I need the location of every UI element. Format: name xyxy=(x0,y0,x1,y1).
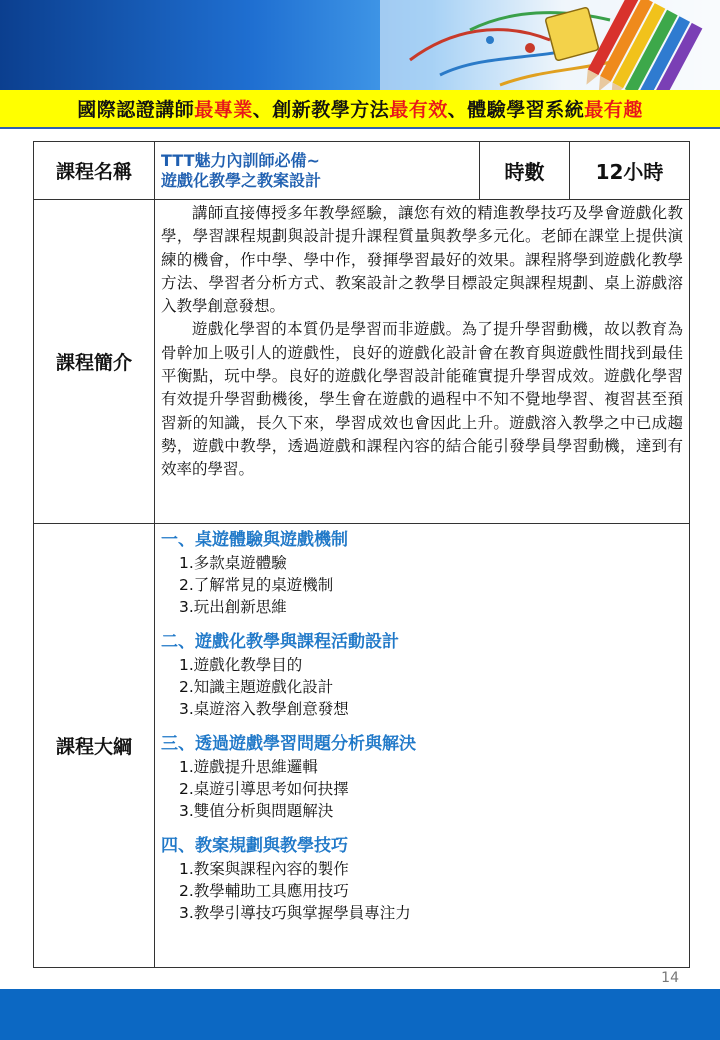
outline-section-title: 四、教案規劃與教學技巧 xyxy=(161,836,348,856)
banner-segment: 國際認證講師 xyxy=(77,99,195,121)
course-intro-label: 課程簡介 xyxy=(34,200,155,524)
hours-value: 12小時 xyxy=(570,142,690,200)
course-intro-text xyxy=(155,200,690,524)
outline-section-title: 三、透過遊戲學習問題分析與解決 xyxy=(161,734,416,754)
course-title-line2: 遊戲化教學之教案設計 xyxy=(161,170,322,190)
headline-banner xyxy=(0,90,720,129)
course-title xyxy=(155,142,480,200)
outline-item: 1.教案與課程內容的製作 xyxy=(179,860,349,878)
outline-item: 3.雙值分析與問題解決 xyxy=(179,802,334,820)
outline-item: 3.桌遊溶入教學創意發想 xyxy=(179,700,349,718)
outline-item: 2.桌遊引導思考如何抉擇 xyxy=(179,780,349,798)
outline-item: 1.遊戲提升思維邏輯 xyxy=(179,758,318,776)
outline-item: 1.多款桌遊體驗 xyxy=(179,554,287,572)
outline-item: 2.了解常見的桌遊機制 xyxy=(179,576,334,594)
outline-item: 3.教學引導技巧與掌握學員專注力 xyxy=(179,904,411,922)
outline-item: 1.遊戲化教學目的 xyxy=(179,656,303,674)
course-outline-label: 課程大綱 xyxy=(34,524,155,968)
outline-section xyxy=(161,834,683,924)
course-table xyxy=(33,141,690,968)
banner-highlight: 最有效 xyxy=(389,99,448,121)
course-outline xyxy=(155,524,690,968)
outline-item: 2.教學輔助工具應用技巧 xyxy=(179,882,349,900)
banner-segment: 、創新教學方法 xyxy=(252,99,390,121)
banner-segment: 、體驗學習系統 xyxy=(447,99,585,121)
outline-item: 3.玩出創新思維 xyxy=(179,598,287,616)
hours-label: 時數 xyxy=(480,142,570,200)
outline-section-title: 一、桌遊體驗與遊戲機制 xyxy=(161,530,348,550)
page-number: 14 xyxy=(661,970,679,986)
outline-section-title: 二、遊戲化教學與課程活動設計 xyxy=(161,632,399,652)
intro-paragraph: 遊戲化學習的本質仍是學習而非遊戲。為了提升學習動機，故以教育為骨幹加上吸引人的遊戲性，良好的遊戲化設計會在教育與遊戲性間找到最佳平衡點，玩中學。良好的遊戲化學習設計能確實提升學習成效。遊戲化學習有效提升學習動機後，學生會在遊戲的過程中不知不覺地學習、複習甚至預習新的知識，長久下來，學習成效也會因此上升。遊戲溶入教學之中已成趨勢，遊戲中教學，透過遊戲和課程內容的結合能引發學員學習動機，達到有效率的學習。 xyxy=(161,320,683,479)
outline-section xyxy=(161,732,683,822)
course-outline-row xyxy=(34,524,690,968)
outline-section xyxy=(161,528,683,618)
course-name-row xyxy=(34,142,690,200)
intro-paragraph: 講師直接傳授多年教學經驗，讓您有效的精進教學技巧及學會遊戲化教學，學習課程規劃與設計提升課程質量與教學多元化。老師在課堂上提供演練的機會，作中學、學中作，發揮學習最好的效果。課程將學到遊戲化教學方法、學習者分析方式、教案設計之教學目標設定與課程規劃、桌上游戲溶入教學創意發想。 xyxy=(161,204,683,316)
outline-section xyxy=(161,630,683,720)
footer-band xyxy=(0,989,720,1040)
course-name-label: 課程名稱 xyxy=(34,142,155,200)
banner-highlight: 最專業 xyxy=(194,99,253,121)
course-intro-row xyxy=(34,200,690,524)
course-title-line1: TTT魅力內訓師必備~ xyxy=(161,150,320,170)
outline-item: 2.知識主題遊戲化設計 xyxy=(179,678,334,696)
banner-highlight: 最有趣 xyxy=(584,99,643,121)
header-illustration xyxy=(380,0,720,92)
